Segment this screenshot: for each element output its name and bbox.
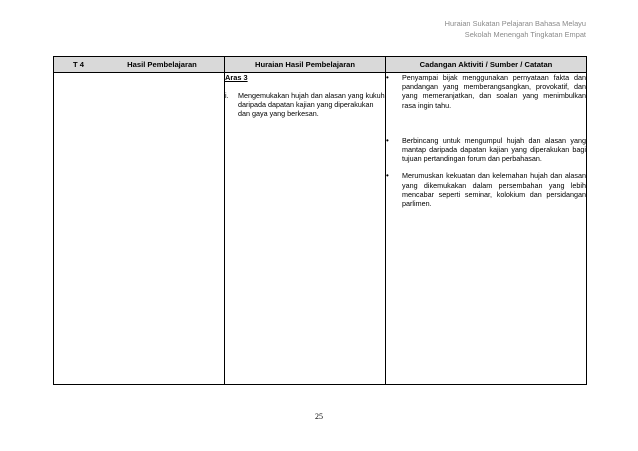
page-number: 25 — [315, 412, 323, 421]
aktiviti-text: Berbincang untuk mengumpul hujah dan alasan yang mantap daripada dapatan kajian yang diperakukan bagi tujuan pertandingan forum dan perbahasan. — [402, 135, 586, 164]
header-aktiviti-label: Cadangan Aktiviti / Sumber / Catatan — [419, 60, 553, 69]
header-form-label: T 4 — [73, 60, 84, 69]
bullet-icon: • — [386, 171, 389, 181]
aktiviti-item — [386, 171, 586, 208]
aktiviti-text: Merumuskan kekuatan dan kelemahan hujah dan alasan yang dikemukakan dalam persembahan yang lebih mencabar seperti seminar, kolokium dan persidangan parlimen. — [402, 171, 586, 209]
bullet-icon: • — [386, 73, 389, 82]
aktiviti-text: Penyampai bijak menggunakan pernyataan fakta dan pandangan yang memberangsangkan, provokatif, dan yang memeranjatkan, dan soalan yang menimbulkan rasa ingin tahu. — [402, 73, 586, 110]
aktiviti-cell — [386, 73, 587, 385]
curriculum-table — [53, 56, 587, 385]
item-text: Mengemukakan hujah dan alasan yang kukuh daripada dapatan kajian yang diperakukan dan gaya yang berkesan. — [238, 91, 385, 119]
huraian-item — [225, 91, 385, 119]
table-header-row — [54, 57, 587, 73]
document-header — [445, 18, 586, 40]
header-line-2: Sekolah Menengah Tingkatan Empat — [464, 30, 586, 39]
header-huraian-cell — [225, 57, 386, 73]
aktiviti-item — [386, 73, 586, 110]
hasil-cell — [54, 73, 225, 385]
bullet-icon: • — [386, 135, 389, 145]
aktiviti-item — [386, 136, 586, 164]
huraian-cell — [225, 73, 386, 385]
header-line-1: Huraian Sukatan Pelajaran Bahasa Melayu — [444, 19, 586, 28]
header-huraian-label: Huraian Hasil Pembelajaran — [254, 60, 356, 69]
header-aktiviti-cell — [386, 57, 587, 73]
item-number: i. — [225, 91, 229, 100]
header-hasil-cell — [54, 57, 225, 73]
header-hasil-label: Hasil Pembelajaran — [127, 60, 197, 69]
level-heading: Aras 3 — [225, 73, 248, 82]
table-row — [54, 73, 587, 385]
